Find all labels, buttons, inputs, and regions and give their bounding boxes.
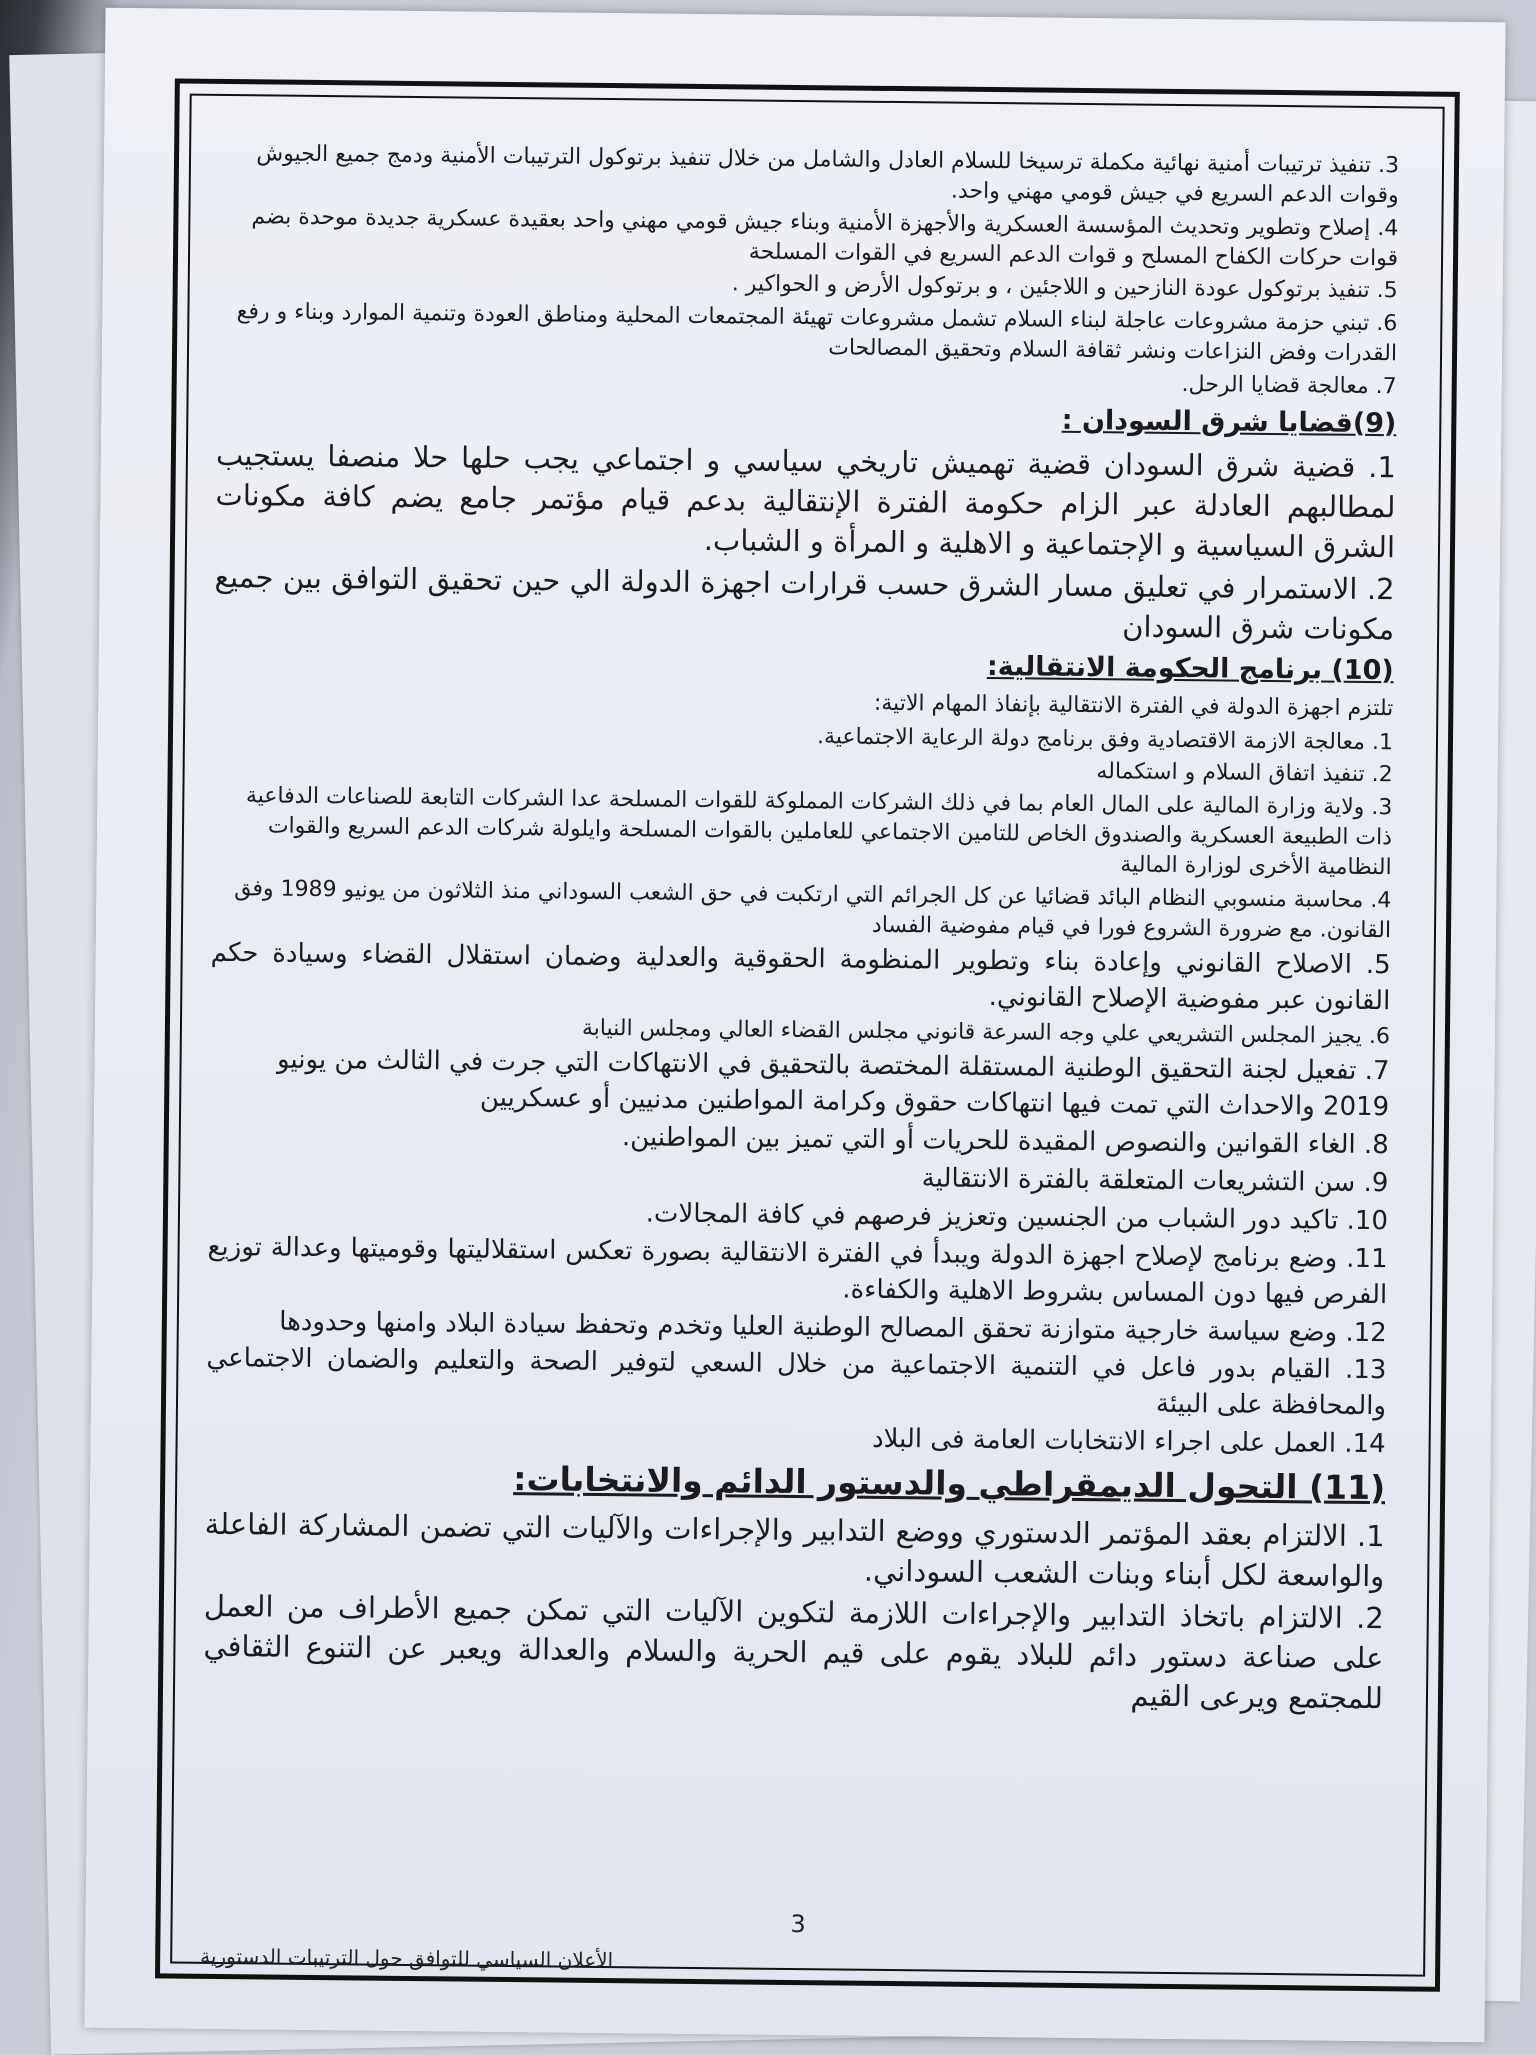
list-item: 1. الالتزام بعقد المؤتمر الدستوري ووضع التدابير والإجراءات والآليات التي تضمن المشاركة الفاعلة والواسعة لكل أبناء وبنات الشعب السوداني. — [204, 1506, 1385, 1594]
list-item: 6. تبني حزمة مشروعات عاجلة لبناء السلام تشمل مشروعات تهيئة المجتمعات المحلية ومناطق العودة وتنمية الموارد وبناء و رفع القدرات وفض النزاعات ونشر ثقافة السلام وتحقيق المصالحات — [236, 298, 1398, 367]
section-11-list — [203, 1504, 1385, 1718]
list-item: 11. وضع برنامج لإصلاح اجهزة الدولة ويبدأ في الفترة الانتقالية بصورة تعكس استقلاليتها وقوميتها وعدالة توزيع الفرص فيها دون المساس بشروط الاهلية والكفاءة. — [207, 1231, 1388, 1310]
list-item: 2. تنفيذ اتفاق السلام و استكماله — [1096, 759, 1393, 788]
list-item: 8. الغاء القوانين والنصوص المقيدة للحريات أو التي تميز بين المواطنين. — [621, 1122, 1389, 1161]
section-10-heading: (10) برنامج الحكومة الانتقالية: — [986, 651, 1394, 687]
list-item: 1. معالجة الازمة الاقتصادية وفق برنامج دولة الرعاية الاجتماعية. — [816, 724, 1394, 756]
list-item: 4. محاسبة منسوبي النظام البائد قضائيا عن كل الجرائم التي ارتكبت في حق الشعب السوداني منذ الثلاثون من يونيو 1989 وفق القانون. مع ضرورة الشروع فورا في قيام مفوضية الفساد — [234, 875, 1392, 944]
section-8-list — [217, 139, 1400, 402]
list-item: 1. قضية شرق السودان قضية تهميش تاريخي سياسي و اجتماعي يجب حلها حلا منصفا يستجيب لمطالبهم العادلة عبر الزام حكومة الفترة الإنتقالية بدعم قيام مؤتمر جامع يضم كافة مكونات الشرق السياسية و الإجتماعية و الاهلية و المرأة و الشباب. — [215, 437, 1397, 565]
list-item: 2. الالتزام باتخاذ التدابير والإجراءات اللازمة لتكوين الآليات التي تمكن جميع الأطراف من العمل على صناعة دستور دائم للبلاد يقوم على قيم الحرية والسلام والعدالة ويعبر عن التنوع الثقافي للمجتمع ويرعى القيم — [203, 1588, 1385, 1716]
section-10-intro: تلتزم اجهزة الدولة في الفترة الانتقالية بإنفاذ المهام الاتية: — [873, 690, 1394, 722]
list-item: 13. القيام بدور فاعل في التنمية الاجتماعية من خلال السعي لتوفير الصحة والتعليم والضمان الاجتماعي والمحافظة على البيئة — [206, 1343, 1387, 1422]
list-item: 5. تنفيذ برتوكول عودة النازحين و اللاجئين ، و برتوكول الأرض و الحواكير . — [731, 271, 1398, 304]
list-item: 5. الاصلاح القانوني وإعادة بناء وتطوير المنظومة الحقوقية والعدلية وضمان استقلال القضاء وسيادة حكم القانون عبر مفوضية الإصلاح القانوني. — [210, 938, 1391, 1017]
list-item: 4. إصلاح وتطوير وتحديث المؤسسة العسكرية والأجهزة الأمنية وبناء جيش قومي مهني واحد بعقيدة عسكرية جديدة موحدة بضم قوات حركات الكفاح المسلح و قوات الدعم السريع في القوات المسلحة — [251, 203, 1399, 272]
list-item: 7. معالجة قضايا الرحل. — [1181, 371, 1397, 399]
document-page — [84, 8, 1505, 2043]
page-frame-outer — [155, 78, 1460, 1991]
list-item: 2. الاستمرار في تعليق مسار الشرق حسب قرارات اجهزة الدولة الي حين تحقيق التوافق بين جميع مكونات شرق السودان — [214, 559, 1395, 647]
page-number: 3 — [790, 1910, 806, 1939]
section-9-heading: (9)قضايا شرق السودان : — [1061, 404, 1397, 440]
page-footer: الأعلان السياسي للتوافق حول الترتيبات الدستورية — [200, 1943, 614, 1973]
list-item: 3. تنفيذ ترتيبات أمنية نهائية مكملة ترسيخا للسلام العادل والشامل من خلال تنفيذ برتوكول الترتيبات الأمنية ودمج جميع الجيوش وقوات الدعم السريع في جيش قومي مهني واحد. — [256, 141, 1400, 209]
list-item: 14. العمل على اجراء الانتخابات العامة فى البلاد — [871, 1424, 1386, 1460]
page-content — [203, 139, 1399, 1720]
list-item: 9. سن التشريعات المتعلقة بالفترة الانتقالية — [921, 1163, 1389, 1199]
section-11-heading: (11) التحول الديمقراطي والدستور الدائم والانتخابات: — [513, 1459, 1386, 1508]
list-item: 10. تاكيد دور الشباب من الجنسين وتعزيز فرصهم في كافة المجالات. — [645, 1198, 1389, 1237]
list-item: 7. تفعيل لجنة التحقيق الوطنية المستقلة المختصة بالتحقيق في الانتهاكات التي جرت في الثالث من يونيو 2019 والاحداث التي تمت فيها انتهاكات حقوق وكرامة المواطنين مدنيين أو عسكريين — [276, 1045, 1390, 1123]
list-item: 12. وضع سياسة خارجية متوازنة تحقق المصالح الوطنية العليا وتخدم وتحفظ سيادة البلاد وامنها وحدودها — [279, 1306, 1387, 1348]
list-item: 6. يجيز المجلس التشريعي علي وجه السرعة قانوني مجلس القضاء العالي ومجلس النيابة — [581, 1015, 1391, 1050]
section-10-list — [206, 716, 1394, 1464]
section-9-list — [214, 435, 1396, 649]
list-item: 3. ولاية وزارة المالية على المال العام بما في ذلك الشركات المملوكة للقوات المسلحة عدا الشركات التابعة للصناعات الدفاعية ذات الطبيعة العسكرية والصندوق الخاص للتامين الاجتماعي للعاملين بالقوات المسلحة وايلولة شركات الدعم السريع والقوات النظامية الأخرى لوزارة المالية — [245, 782, 1393, 881]
